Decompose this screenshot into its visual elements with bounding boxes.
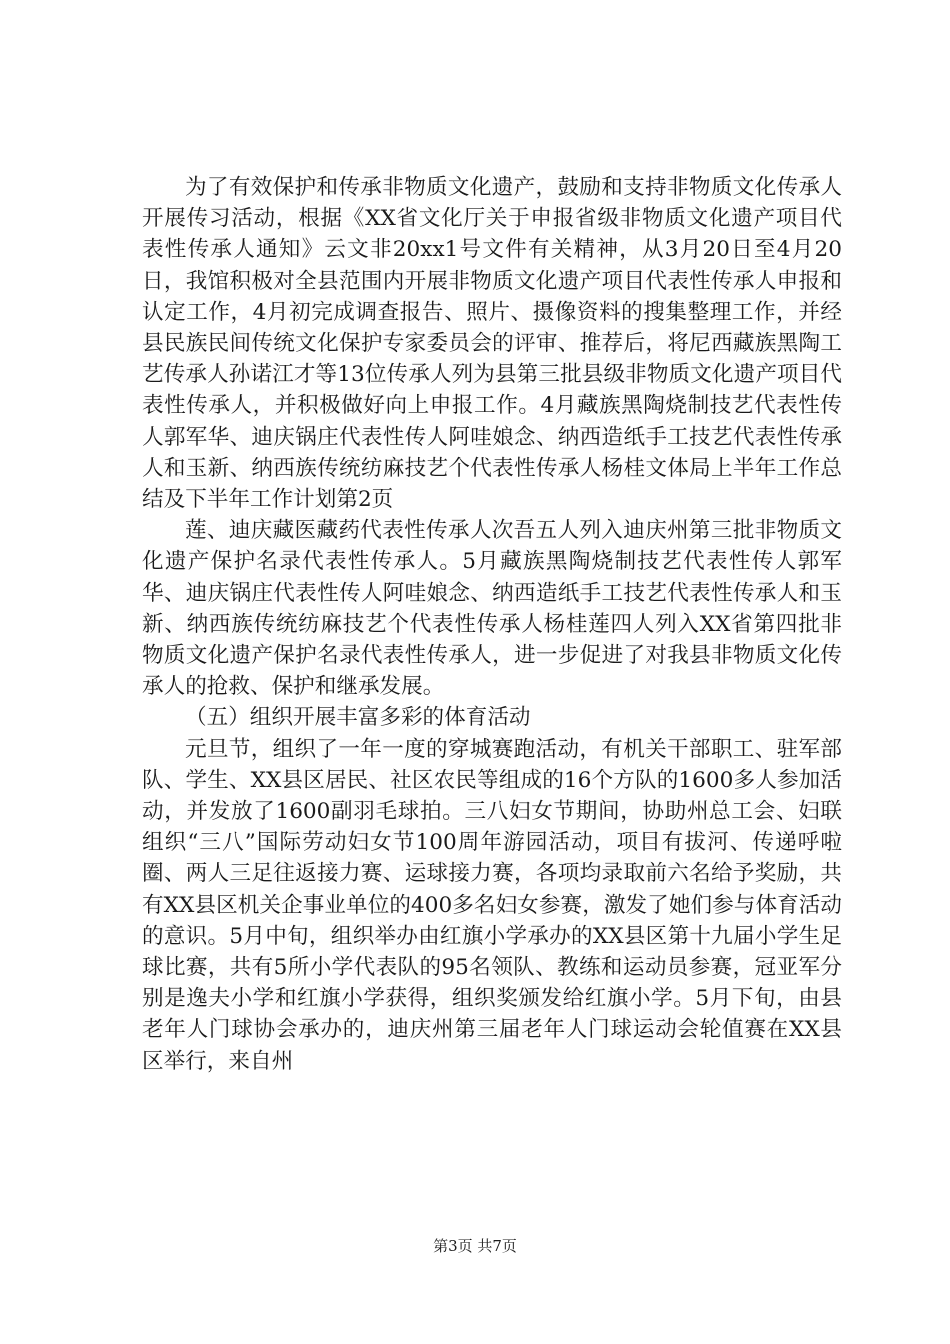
section-paragraph: 元旦节，组织了一年一度的穿城赛跑活动，有机关干部职工、驻军部队、学生、XX县区居民、社区农民等组成的16个方队的1600多人参加活动，并发放了1600副羽毛球拍。三八妇女节期间，协助州总工会、妇联组织“三八”国际劳动妇女节100周年游园活动，项目有拔河、传递呼啦圈、两人三足往返接力赛、运球接力赛，各项均录取前六名给予奖励，共有XX县区机关企事业单位的400多名妇女参赛，激发了她们参与体育活动的意识。5月中旬，组织举办由红旗小学承办的XX县区第十九届小学生足球比赛，共有5所小学代表队的95名领队、教练和运动员参赛，冠亚军分别是逸夫小学和红旗小学获得，组织奖颁发给红旗小学。5月下旬，由县老年人门球协会承办的，迪庆州第三届老年人门球运动会轮值赛在XX县区举行，来自州 (142, 736, 842, 1074)
body-paragraph-1: 为了有效保护和传承非物质文化遗产，鼓励和支持非物质文化传承人开展传习活动，根据《XX省文化厅关于申报省级非物质文化遗产项目代表性传承人通知》云文非20xx1号文件有关精神，从3月20日至4月20日，我馆积极对全县范围内开展非物质文化遗产项目代表性传承人申报和认定工作，4月初完成调查报告、照片、摄像资料的搜集整理工作，并经县民族民间传统文化保护专家委员会的评审、推荐后，将尼西藏族黑陶工艺传承人孙诺江才等13位传承人列为县第三批县级非物质文化遗产项目代表性传承人，并积极做好向上申报工作。4月藏族黑陶烧制技艺代表性传人郭军华、迪庆锅庄代表性传人阿哇娘念、纳西造纸手工技艺代表性传承人和玉新、纳西族传统纺麻技艺个代表性传承人杨桂文体局上半年工作总结及下半年工作计划第2页 (142, 175, 842, 513)
section-heading: （五）组织开展丰富多彩的体育活动 (185, 705, 531, 731)
page-number-footer: 第3页 共7页 (433, 1237, 517, 1255)
document-body (142, 172, 842, 1077)
body-paragraph-2: 莲、迪庆藏医藏药代表性传承人次吾五人列入迪庆州第三批非物质文化遗产保护名录代表性传承人。5月藏族黑陶烧制技艺代表性传人郭军华、迪庆锅庄代表性传人阿哇娘念、纳西造纸手工技艺代表性传承人和玉新、纳西族传统纺麻技艺个代表性传承人杨桂莲四人列入XX省第四批非物质文化遗产保护名录代表性传承人，进一步促进了对我县非物质文化传承人的抢救、保护和继承发展。 (142, 518, 842, 700)
